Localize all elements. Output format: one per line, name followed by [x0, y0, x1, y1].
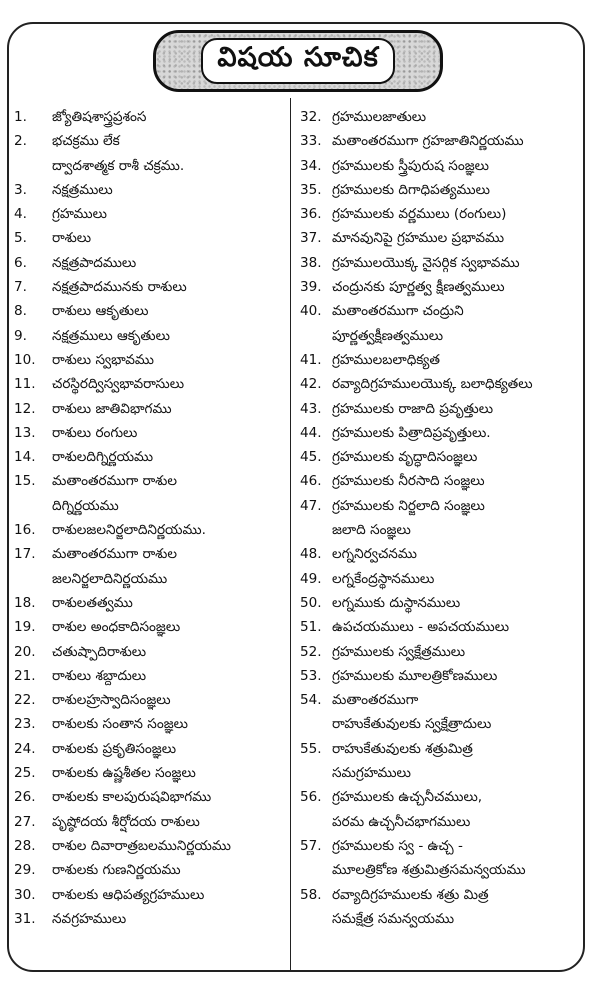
contents-entry [14, 834, 288, 858]
entry-title: గ్రహములకు స్త్రీపురుష సంజ్ఞలు [332, 157, 489, 174]
entry-title: రాశులజలనిర్జలాదినిర్ణయము. [52, 522, 206, 539]
entry-number: 56. [300, 789, 322, 806]
contents-entry [14, 324, 288, 348]
entry-title: రాశులకు సంతాన సంజ్ఞలు [52, 716, 188, 733]
entry-number: 41. [300, 351, 322, 368]
contents-entry [14, 494, 288, 518]
entry-number: 45. [300, 449, 322, 466]
contents-entry [296, 688, 586, 712]
column-divider [290, 98, 291, 970]
entry-number: 32. [300, 109, 322, 125]
contents-entry [14, 907, 288, 931]
entry-title: నక్షత్రములు ఆకృతులు [52, 327, 170, 344]
contents-entry [296, 494, 586, 518]
contents-entry [296, 275, 586, 299]
entry-number: 22. [14, 692, 36, 709]
contents-entry [14, 883, 288, 907]
contents-entry [14, 445, 288, 469]
contents-entry [14, 372, 288, 396]
entry-title: రాశులు ఆకృతులు [52, 303, 149, 320]
contents-entry [296, 761, 586, 785]
contents-entry [14, 202, 288, 226]
entry-title: గ్రహములకు రాజాది ప్రవృత్తులు [332, 400, 494, 417]
entry-title: గ్రహములకు నిర్జలాది సంజ్ఞలు [332, 497, 485, 514]
entry-title: రాశులు రంగులు [52, 424, 138, 441]
entry-title: రవ్యాదిగ్రహములకు శత్రు మిత్ర [332, 886, 489, 903]
entry-title: గ్రహములకు నీరసాది సంజ్ఞలు [332, 473, 485, 490]
entry-title: ద్వాదశాత్మక రాశీ చక్రము. [52, 157, 185, 174]
contents-entry [296, 105, 586, 129]
entry-title: చరస్థిరద్విస్వభావరాసులు [52, 376, 185, 393]
entry-title: గ్రహములకు మూలత్రికోణములు [332, 667, 498, 684]
entry-number: 27. [14, 813, 36, 830]
entry-number: 50. [300, 594, 322, 611]
entry-title: రాశులు జాతివిభాగము [52, 400, 172, 417]
contents-entry [296, 858, 586, 882]
entry-title: గ్రహములజాతులు [332, 109, 427, 125]
entry-title: గ్రహములబలాధిక్యత [332, 351, 440, 368]
contents-entry [296, 785, 586, 809]
entry-title: రాశులు శబ్దాదులు [52, 667, 147, 684]
contents-entry [14, 299, 288, 323]
contents-entry [296, 518, 586, 542]
entry-number: 44. [300, 424, 322, 441]
entry-title: మతాంతరముగా గ్రహజాతినిర్ణయము [332, 133, 524, 150]
contents-entry [14, 348, 288, 372]
entry-title: రాశులకు ఆధిపత్యగ్రహములు [52, 886, 205, 903]
contents-entry [296, 883, 586, 907]
entry-number: 7. [14, 279, 27, 296]
contents-entry [296, 299, 586, 323]
entry-number: 31. [14, 910, 36, 927]
contents-entry [14, 397, 288, 421]
contents-entry [296, 640, 586, 664]
entry-title: గ్రహములకు పిత్రాదిప్రవృత్తులు. [332, 424, 491, 441]
contents-entry [296, 712, 586, 736]
entry-number: 12. [14, 400, 36, 417]
entry-number: 26. [14, 789, 36, 806]
entry-number: 42. [300, 376, 322, 393]
contents-entry [14, 615, 288, 639]
entry-title: జలాది సంజ్ఞలు [332, 522, 411, 539]
entry-title: మతాంతరముగా [332, 692, 419, 709]
contents-entry [14, 712, 288, 736]
entry-number: 38. [300, 254, 322, 271]
contents-entry [14, 226, 288, 250]
entry-number: 57. [300, 837, 322, 854]
entry-title: రవ్యాదిగ్రహములయొక్క బలాధిక్యతలు [332, 376, 533, 393]
contents-entry [296, 907, 586, 931]
contents-entry [14, 785, 288, 809]
entry-number: 14. [14, 449, 36, 466]
contents-entry [296, 226, 586, 250]
entry-number: 40. [300, 303, 322, 320]
entry-title: ఉపచయములు - అపచయములు [332, 619, 510, 636]
entry-number: 16. [14, 522, 36, 539]
entry-number: 34. [300, 157, 322, 174]
contents-entry [296, 154, 586, 178]
contents-entry [14, 154, 288, 178]
entry-title: సమగ్రహములు [332, 765, 411, 782]
entry-title: రాశులహ్రస్వాదిసంజ్ఞలు [52, 692, 171, 709]
entry-number: 39. [300, 279, 322, 296]
entry-title: మతాంతరముగా చంద్రుని [332, 303, 464, 320]
entry-number: 21. [14, 667, 36, 684]
entry-number: 20. [14, 643, 36, 660]
entry-title: గ్రహములకు వర్ణములు (రంగులు) [332, 206, 507, 223]
contents-entry [296, 421, 586, 445]
entry-title: సమక్షేత్ర సమన్వయము [332, 910, 455, 927]
entry-number: 53. [300, 667, 322, 684]
entry-title: గ్రహములకు స్వ - ఉచ్చ - [332, 837, 463, 854]
entry-title: పరమ ఉచ్చనీచభాగములు [332, 813, 471, 830]
entry-title: చంద్రునకు పూర్ణత్వ క్షీణత్వములు [332, 279, 505, 296]
contents-entry [14, 105, 288, 129]
contents-entry [14, 542, 288, 566]
contents-entry [296, 129, 586, 153]
entry-number: 47. [300, 497, 322, 514]
title-banner [153, 30, 443, 92]
contents-column-right [296, 105, 586, 931]
entry-number: 10. [14, 351, 36, 368]
entry-title: మతాంతరముగా రాశుల [52, 473, 177, 490]
entry-number: 23. [14, 716, 36, 733]
entry-title: పూర్ణత్వక్షీణత్వములు [332, 327, 444, 344]
contents-entry [296, 372, 586, 396]
entry-number: 33. [300, 133, 322, 150]
entry-title: లగ్నకేంద్రస్థానములు [332, 570, 435, 587]
entry-title: లగ్ననిర్వచనము [332, 546, 417, 563]
entry-title: లగ్నముకు దుస్థానములు [332, 594, 461, 611]
entry-title: మతాంతరముగా రాశుల [52, 546, 177, 563]
entry-number: 37. [300, 230, 322, 247]
entry-title: రాశులకు కాలపురుషవిభాగము [52, 789, 212, 806]
entry-number: 46. [300, 473, 322, 490]
entry-title: రాశుల అంధకాదిసంజ్ఞలు [52, 619, 181, 636]
entry-title: జ్యోతిషశాస్త్రప్రశంస [52, 109, 147, 125]
entry-number: 54. [300, 692, 322, 709]
entry-number: 1. [14, 109, 27, 125]
contents-entry [14, 129, 288, 153]
contents-entry [14, 469, 288, 493]
entry-title: నక్షత్రములు [52, 181, 113, 198]
entry-number: 48. [300, 546, 322, 563]
entry-number: 36. [300, 206, 322, 223]
contents-entry [296, 567, 586, 591]
entry-number: 17. [14, 546, 36, 563]
contents-entry [14, 737, 288, 761]
contents-entry [296, 445, 586, 469]
entry-title: రాశులదిగ్నిర్ణయము [52, 449, 154, 466]
contents-entry [296, 251, 586, 275]
entry-number: 35. [300, 181, 322, 198]
entry-number: 2. [14, 133, 27, 150]
entry-number: 28. [14, 837, 36, 854]
entry-title: మానవునిపై గ్రహముల ప్రభావము [332, 230, 505, 247]
contents-entry [296, 834, 586, 858]
entry-number: 55. [300, 740, 322, 757]
entry-title: దిగ్నిర్ణయము [52, 497, 119, 514]
contents-entry [14, 567, 288, 591]
contents-entry [296, 737, 586, 761]
entry-title: రాహుకేతువులకు శత్రుమిత్ర [332, 740, 473, 757]
entry-number: 5. [14, 230, 27, 247]
contents-entry [14, 251, 288, 275]
contents-entry [14, 518, 288, 542]
entry-title: గ్రహములకు ఉచ్చనీచములు, [332, 789, 483, 806]
contents-entry [14, 591, 288, 615]
contents-entry [14, 178, 288, 202]
entry-title: రాశులతత్వము [52, 594, 133, 611]
page-title: విషయ సూచిక [201, 38, 394, 84]
contents-entry [14, 421, 288, 445]
contents-column-left [14, 105, 288, 931]
contents-entry [296, 810, 586, 834]
entry-title: గ్రహములకు దిగాధిపత్యములు [332, 181, 490, 198]
contents-entry [296, 178, 586, 202]
contents-entry [14, 275, 288, 299]
contents-entry [296, 469, 586, 493]
entry-number: 52. [300, 643, 322, 660]
contents-entry [14, 640, 288, 664]
entry-title: గ్రహములయొక్క నైసర్గిక స్వభావము [332, 254, 520, 271]
entry-number: 6. [14, 254, 27, 271]
entry-title: రాశులకు ప్రకృతిసంజ్ఞలు [52, 740, 177, 757]
entry-number: 3. [14, 181, 27, 198]
entry-title: రాశులు [52, 230, 92, 247]
entry-title: రాశులకు గుణనిర్ణయము [52, 862, 181, 879]
entry-number: 4. [14, 206, 27, 223]
entry-number: 49. [300, 570, 322, 587]
contents-entry [14, 761, 288, 785]
entry-number: 11. [14, 376, 36, 393]
entry-title: నవగ్రహములు [52, 910, 127, 927]
entry-number: 29. [14, 862, 36, 879]
entry-number: 15. [14, 473, 36, 490]
entry-number: 43. [300, 400, 322, 417]
entry-number: 25. [14, 765, 36, 782]
entry-title: భచక్రము లేక [52, 133, 120, 150]
entry-title: గ్రహములకు స్వక్షేత్రములు [332, 643, 466, 660]
entry-title: మూలత్రికోణ శత్రుమిత్రసమన్వయము [332, 862, 526, 879]
entry-title: నక్షత్రపాదమునకు రాశులు [52, 279, 187, 296]
entry-title: గ్రహములకు వృద్ధాదిసంజ్ఞలు [332, 449, 478, 466]
contents-entry [296, 615, 586, 639]
contents-entry [14, 688, 288, 712]
entry-title: రాహుకేతువులకు స్వక్షేత్రాదులు [332, 716, 492, 733]
contents-entry [296, 202, 586, 226]
contents-entry [296, 542, 586, 566]
entry-title: రాశుల దివారాత్రబలమునిర్ణయము [52, 837, 231, 854]
entry-number: 30. [14, 886, 36, 903]
entry-title: రాశులు స్వభావము [52, 351, 154, 368]
contents-entry [296, 664, 586, 688]
contents-entry [296, 397, 586, 421]
contents-entry [14, 858, 288, 882]
entry-number: 51. [300, 619, 322, 636]
entry-title: గ్రహములు [52, 206, 107, 223]
entry-number: 24. [14, 740, 36, 757]
entry-number: 58. [300, 886, 322, 903]
entry-title: జలనిర్జలాదినిర్ణయము [52, 570, 168, 587]
entry-title: రాశులకు ఉష్ణశీతల సంజ్ఞలు [52, 765, 196, 782]
contents-entry [296, 348, 586, 372]
entry-title: నక్షత్రపాదములు [52, 254, 137, 271]
entry-number: 19. [14, 619, 36, 636]
contents-entry [296, 591, 586, 615]
contents-entry [14, 664, 288, 688]
entry-title: పృష్ఠోదయ శీర్షోదయ రాశులు [52, 813, 200, 830]
entry-number: 18. [14, 594, 36, 611]
contents-entry [14, 810, 288, 834]
entry-number: 13. [14, 424, 36, 441]
entry-title: చతుష్పాదిరాశులు [52, 643, 147, 660]
entry-number: 8. [14, 303, 27, 320]
entry-number: 9. [14, 327, 27, 344]
contents-entry [296, 324, 586, 348]
